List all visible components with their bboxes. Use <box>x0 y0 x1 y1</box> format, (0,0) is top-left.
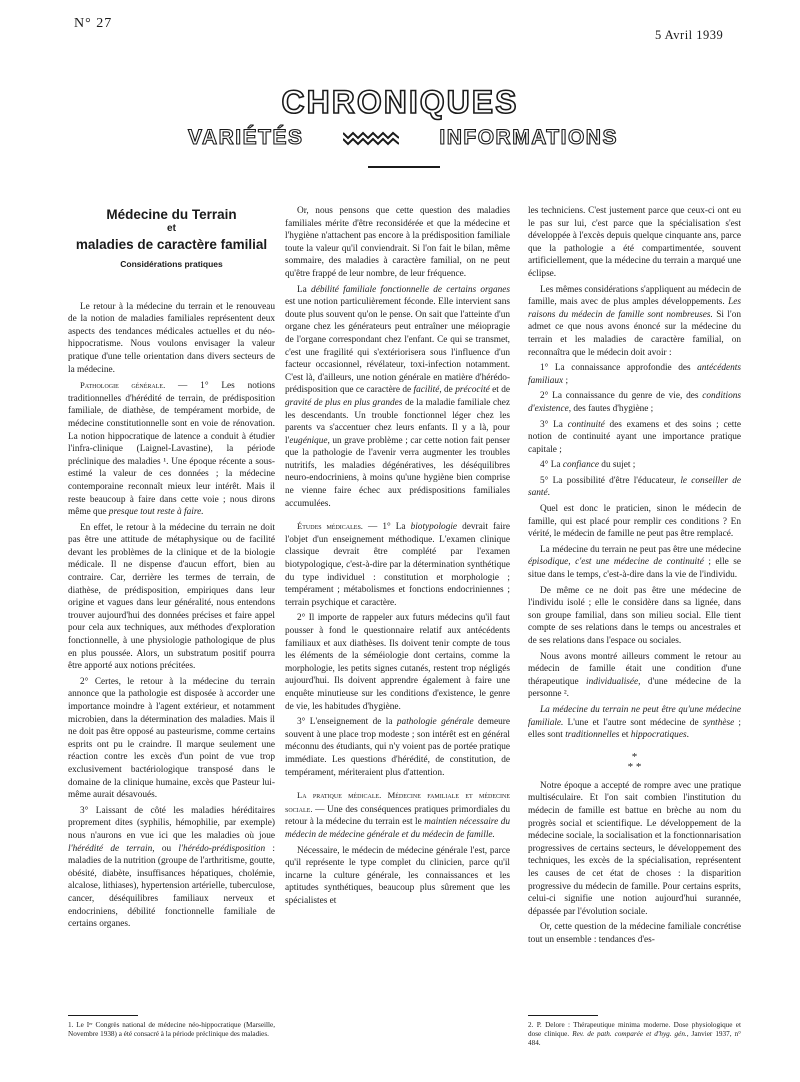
title-divider <box>368 166 440 168</box>
footnote-divider <box>68 1015 138 1016</box>
asterism-top: * <box>631 750 638 763</box>
paragraph: En effet, le retour à la médecine du terrain ne doit pas être une attitude de métaphysique ou de facilité devant les problèmes de la clinique et de la biologie médicale. Il ne dispense d'aucun effort, bien au contraire. Car, derrière les termes de terrain, de diathèse, de prédisposition, empiriques dans leur origine et vagues dans leur généralité, nous entendons trouver aujourd'hui des données précises et faire appel pour cela aux techniques, aux méthodes d'exploration fonctionnelle, à une physiologie pathologique de plus en plus poussée. Alors, un substratum positif pourra être apporté aux notions précitées. <box>68 522 275 672</box>
column-1 <box>68 205 275 934</box>
paragraph: les techniciens. C'est justement parce que ceux-ci ont eu le pas sur lui, c'est parce que la spécialisation s'est développée à l'excès depuis quelque cinquante ans, parce que la pathologie a été compartimentée, souvent artificiellement, que la médecine du terrain a marqué une éclipse. <box>528 206 741 279</box>
asterism-bottom: * * <box>627 760 642 773</box>
list-item: 2° La connaissance du genre de vie, des conditions d'existence, des fautes d'hygiène ; <box>528 391 741 414</box>
section-heading: Pathologie générale. <box>80 380 166 391</box>
paragraph: Quel est donc le praticien, sinon le médecin de famille, qui est placé pour remplir ces conditions ? En vérité, le médecin de famille ne peut pas être remplacé. <box>528 504 741 540</box>
section-heading: La pratique médicale. Médecine familiale et médecine sociale. <box>285 790 510 814</box>
paragraph: 2° Certes, le retour à la médecine du terrain annonce que la pathologie est disposée à accorder une importance moindre à l'agent extérieur, et notamment microbien, dans la détermination des maladies. Mais il ne doit pas être opposé au pasteurisme, comme certains esprits ont pu le craindre. Il marque seulement une réaction contre les excès d'un point de vue trop exclusivement bactériologique transposé dans le domaine de la clinique humaine, excès que Pasteur lui-même aurait désavoués. <box>68 676 275 801</box>
paragraph: Le retour à la médecine du terrain et le renouveau de la notion de maladies familiales représentent deux aspects des tendances médicales actuelles et du néo-hippocratisme. Nous voulons envisager la valeur pratique d'une telle orientation dans divers secteurs de la médecine. <box>68 301 275 375</box>
paragraph: Les mêmes considérations s'appliquent au médecin de famille, mais avec de plus amples développements. Les raisons du médecin de famille sont nombreuses. Si l'on admet ce que nous avons énoncé sur la médecine du terrain et les maladies de caractère familial, on reconnaîtra que le médecin doit avoir : <box>528 284 741 358</box>
banner-title: CHRONIQUES <box>281 84 519 120</box>
paragraph: De même ce ne doit pas être une médecine de l'individu isolé ; elle le considère dans sa lignée, dans son groupe familial, dans son milieu social. Elle tient compte de ses relations dans le temps ou ancestrales et de ses relations dans l'espace ou sociales. <box>528 585 741 646</box>
footnote-1: 1. Le Iᵉʳ Congrès national de médecine néo-hippocratique (Marseille, Novembre 1938) a été consacré à la période préclinique des maladies. <box>68 1021 275 1039</box>
asterism-divider <box>528 752 741 772</box>
column-3 <box>528 205 741 949</box>
section-heading: Études médicales. <box>297 521 363 532</box>
paragraph: Or, cette question de la médecine familiale concrétise tout un ensemble : tendances d'es- <box>528 922 741 945</box>
issue-number: N° 27 <box>74 16 113 31</box>
zigzag-ornament-icon <box>343 130 399 146</box>
paragraph: 3° L'enseignement de la pathologie générale demeure souvent à une place trop modeste ; son intérêt est en général méconnu des étudiants, qui n'y voient pas de portée pratique immédiate. Les questions d'hérédité, de constitution, de tempérament, mériteraient plus d'attention. <box>285 717 510 778</box>
article-title-line1: Médecine du Terrain <box>106 207 237 222</box>
article-title-line2: maladies de caractère familial <box>75 237 268 252</box>
paragraph: Études médicales. — 1° La biotypologie devrait faire l'objet d'un enseignement méthodique. L'examen clinique classique devrait être complété par l'examen biotypologique, c'est-à-dire par la détermination synthétique du type individuel : constitution et morphologie ; tempérament ; métabolismes et fonctions endocriniennes ; terrain psychique et caractère. <box>285 521 510 608</box>
paragraph: 2° Il importe de rappeler aux futurs médecins qu'il faut pousser à fond le questionnaire relatif aux antécédents familiaux et aux diathèses. Ils doivent tenir compte de tous les éléments de la séméiologie dont certains, comme la morphologie, les petits signes cutanés, restent trop négligés aujourd'hui. Ils doivent apprendre également à faire une enquête minutieuse sur les conditions d'existence, le genre de vie, les habitudes d'hygiène. <box>285 613 510 712</box>
banner-subtitle <box>188 126 618 150</box>
paragraph: La médecine du terrain ne peut pas être une médecine épisodique, c'est une médecine de continuité ; elle se situe dans le temps, c'est-à-dire dans la vie de l'individu. <box>528 544 741 581</box>
list-item: 1° La connaissance approfondie des antécédents familiaux ; <box>528 363 741 386</box>
issue-date: 5 Avril 1939 <box>655 28 724 42</box>
paragraph: Notre époque a accepté de rompre avec une pratique multiséculaire. Et l'on sait combien l'institution du médecin de famille est battue en brèche au nom du progrès social et scientifique. Le développement de la médecine sociale, la socialisation et la fonctionnarisation progressives de certains secteurs, le développement des techniques, les excès de la spécialisation, représentent les causes de cet état de choses : la disparition progressive du médecin de famille. Pour certains esprits, celui-ci signifie une notion aujourd'hui surannée, dépassée par l'évolution sociale. <box>528 780 741 917</box>
paragraph: La pratique médicale. Médecine familiale et médecine sociale. — Une des conséquences pratiques primordiales du retour à la médecine du terrain est le maintien nécessaire du médecin de médecine générale et du médecin de famille. <box>285 790 510 840</box>
paragraph: La médecine du terrain ne peut être qu'une médecine familiale. L'une et l'autre sont médecine de synthèse ; elles sont traditionnelles et hippocratiques. <box>528 704 741 741</box>
paragraph: Nécessaire, le médecin de médecine générale l'est, parce qu'il représente le type complet du clinicien, parce qu'il incarne la culture générale, les connaissances et les aptitudes synthétiques, beaucoup plus sûrement que les spécialistes et <box>285 845 510 906</box>
list-item: 5° La possibilité d'être l'éducateur, le conseiller de santé. <box>528 475 741 499</box>
list-item: 4° La confiance du sujet ; <box>540 460 636 471</box>
banner-right-word: INFORMATIONS <box>439 126 618 149</box>
article-subtitle: Considérations pratiques <box>120 259 223 269</box>
banner-left-word: VARIÉTÉS <box>188 126 304 149</box>
list-item: 3° La continuité des examens et des soins ; cette notion de continuité ayant une importance pratique capitale ; <box>528 419 741 455</box>
paragraph: La débilité familiale fonctionnelle de certains organes est une notion particulièrement féconde. Elle intervient sans doute plus souvent qu'on le pense. On sait que l'atteinte d'un organe chez les générateurs peut entraîner une méiopragie de l'organe correspondant chez l'enfant. Ce qui se transmet, c'est une fragilité qui s'extériorisera sous l'influence d'un facteur occasionnel, révélateur, toxi-infection notamment. C'est là, d'ailleurs, une notion générale en matière d'hérédo-prédisposition que ce caractère de facilité, de précocité et de gravité de plus en plus grandes de la maladie familiale chez les descendants. Un trouble fonctionnel léger chez les parents va s'accentuer chez leurs enfants. Il y a là, pour l'eugénique, un grave problème ; car cette notion fait penser que la pathologie de l'avenir verra augmenter les troubles nutritifs, les maladies dégénératives, les déséquilibres neuro-endocriniens, à moins qu'une hygiène bien comprise ne vienne faire échec aux prédispositions familiales accumulées. <box>285 284 511 509</box>
paragraph: 3° Laissant de côté les maladies héréditaires proprement dites (syphilis, hémophilie, par exemple) nous n'aurons en vue ici que les maladies où joue l'hérédité de terrain, ou l'hérédo-prédisposition : maladies de la nutrition (groupe de l'arthritisme, goutte, obésité, diabète, insuffisances hépatiques, cholémie, alcalose, lithiases), hypertension artérielle, tuberculose, cancer, déséquilibres familiaux nerveux et endocriniens, débilité fonctionnelle familiale de certains organes. <box>68 805 275 930</box>
paragraph: Or, nous pensons que cette question des maladies familiales mérite d'être reconsidérée et que la médecine et l'hygiène n'attachent pas encore à la prédisposition familiale toute la valeur qu'il conviendrait. Si l'on fait le bilan, même sommaire, des maladies à caractère familial, on ne peut qu'être frappé de leur nombre, de leur fréquence. <box>285 206 510 279</box>
footnote-2: 2. P. Delore : Thérapeutique minima moderne. Dose physiologique et dose clinique. Rev. de path. comparée et d'hyg. gén., Janvier 1937, n° 484. <box>528 1021 741 1048</box>
column-2 <box>285 205 510 910</box>
paragraph: Nous avons montré ailleurs comment le retour au médecin de famille était une condition d'une thérapeutique individualisée, d'une médecine de la personne ². <box>528 651 741 700</box>
paragraph: Pathologie générale. — 1° Les notions traditionnelles d'hérédité de terrain, de prédisposition familiale, de diathèse, de tempérament morbide, de médecine constitutionnelle sont en voie de rénovation. La notion hippocratique de latence a conduit à étudier l'infra-clinique (Laignel-Lavastine), la période préclinique des maladies ¹. Une époque récente a sous-estimé la valeur de ces données ; la médecine contemporaine reconnaît mieux leur intérêt. Mais il reste beaucoup à faire dans cette voie ; nous dirons même que presque tout reste à faire. <box>68 380 275 518</box>
footnote-divider <box>528 1015 598 1016</box>
article-title-et: et <box>167 223 176 234</box>
